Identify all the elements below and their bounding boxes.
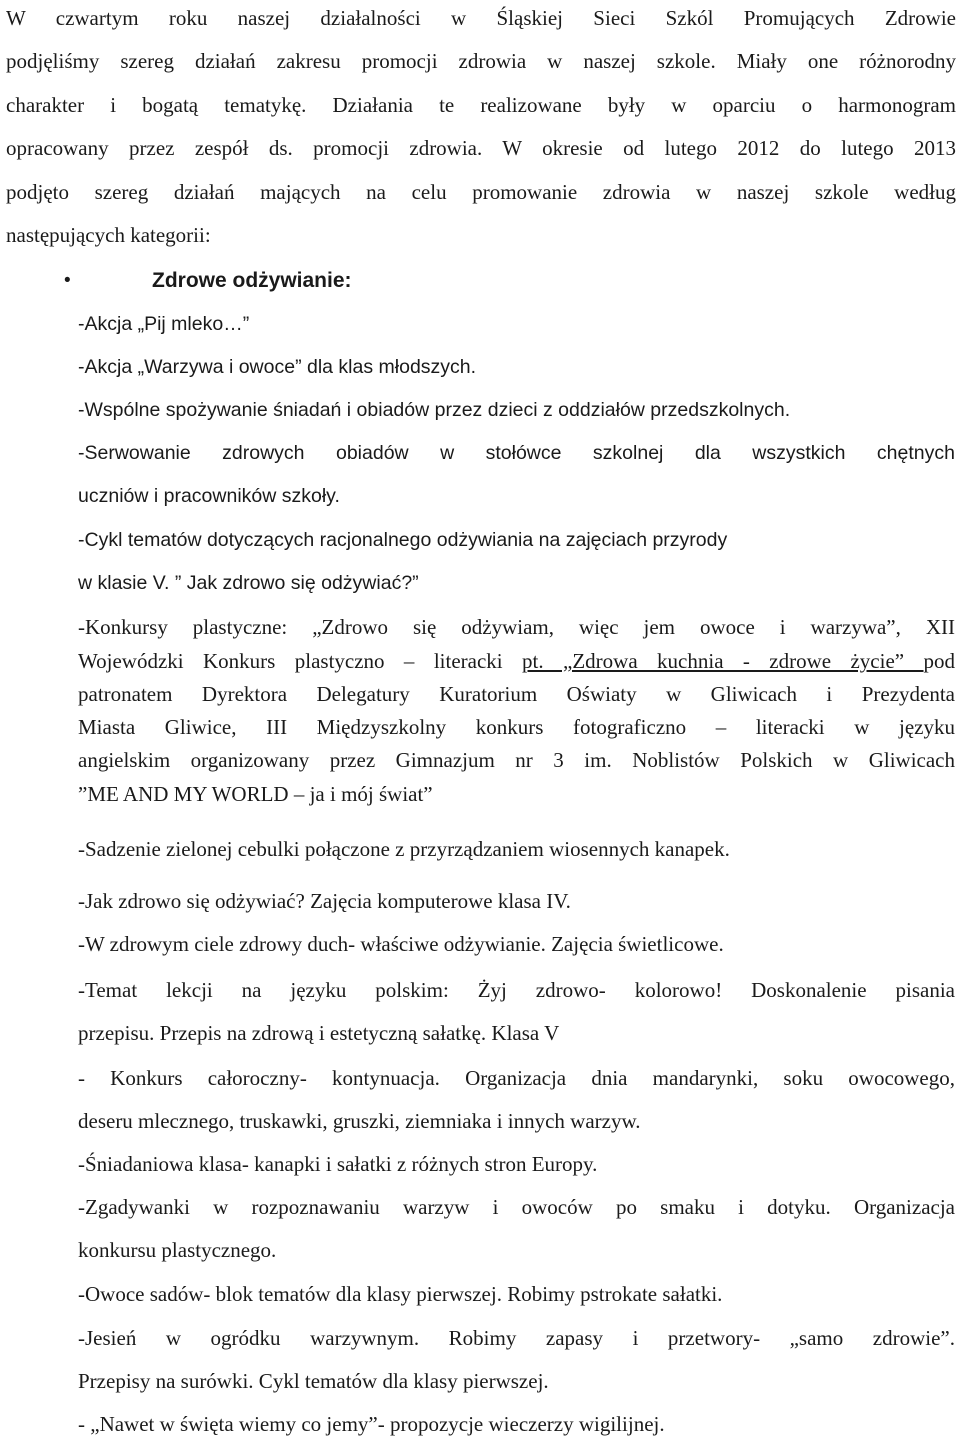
list-item: angielskim organizowany przez Gimnazjum nr 3 im. Noblistów Polskich w Gliwicach — [78, 748, 955, 772]
intro-line: następujących kategorii: — [6, 222, 211, 247]
list-item-text: Wojewódzki Konkurs plastyczno – literacki — [78, 649, 523, 673]
list-item: -Śniadaniowa klasa- kanapki i sałatki z różnych stron Europy. — [78, 1152, 598, 1176]
list-item: -Jesień w ogródku warzywnym. Robimy zapasy i przetwory- „samo zdrowie”. — [78, 1326, 955, 1350]
list-item: przepisu. Przepis na zdrową i estetyczną sałatkę. Klasa V — [78, 1021, 560, 1045]
list-item: -Wspólne spożywanie śniadań i obiadów przez dzieci z oddziałów przedszkolnych. — [78, 399, 791, 421]
contest-title-underlined: pt. „Zdrowa kuchnia - zdrowe życie” — [522, 649, 924, 673]
list-item: -Zgadywanki w rozpoznawaniu warzyw i owoców po smaku i dotyku. Organizacja — [78, 1195, 955, 1219]
bullet-icon: • — [64, 270, 71, 291]
list-item: -Owoce sadów- blok tematów dla klasy pierwszej. Robimy pstrokate sałatki. — [78, 1282, 723, 1306]
list-item: ”ME AND MY WORLD – ja i mój świat” — [78, 782, 433, 806]
intro-line: W czwartym roku naszej działalności w Śląskiej Sieci Szkól Promujących Zdrowie — [6, 6, 956, 30]
list-item-text: pod — [923, 649, 956, 673]
list-item: -Akcja „Warzywa i owoce” dla klas młodszych. — [78, 356, 477, 378]
list-item — [78, 646, 955, 676]
list-item: uczniów i pracowników szkoły. — [78, 485, 340, 507]
list-item: -Cykl tematów dotyczących racjonalnego odżywiania na zajęciach przyrody — [78, 529, 728, 551]
intro-line: podjęto szereg działań mających na celu promowanie zdrowia w naszej szkole według — [6, 179, 956, 204]
list-item: Przepisy na surówki. Cykl tematów dla klasy pierwszej. — [78, 1369, 549, 1393]
list-item: -Jak zdrowo się odżywiać? Zajęcia komputerowe klasa IV. — [78, 889, 571, 913]
list-item: - Konkurs całoroczny- kontynuacja. Organizacja dnia mandarynki, soku owocowego, — [78, 1066, 955, 1090]
list-item: -Serwowanie zdrowych obiadów w stołówce szkolnej dla wszystkich chętnych — [78, 442, 955, 464]
list-item: konkursu plastycznego. — [78, 1238, 277, 1262]
list-item: -Konkursy plastyczne: „Zdrowo się odżywiam, więc jem owoce i warzywa”, XII — [78, 615, 955, 639]
list-item: w klasie V. ” Jak zdrowo się odżywiać?” — [78, 572, 419, 594]
intro-line: podjęliśmy szereg działań zakresu promocji zdrowia w naszej szkole. Miały one różnorodny — [6, 49, 956, 74]
intro-line: opracowany przez zespół ds. promocji zdrowia. W okresie od lutego 2012 do lutego 2013 — [6, 136, 956, 161]
section-heading: Zdrowe odżywianie: — [152, 269, 352, 292]
list-item: - „Nawet w święta wiemy co jemy”- propozycje wieczerzy wigilijnej. — [78, 1412, 665, 1436]
list-item: patronatem Dyrektora Delegatury Kuratorium Oświaty w Gliwicach i Prezydenta — [78, 682, 955, 706]
list-item: -Sadzenie zielonej cebulki połączone z przyrządzaniem wiosennych kanapek. — [78, 837, 730, 861]
list-item: -Akcja „Pij mleko…” — [78, 313, 250, 335]
list-item: Miasta Gliwice, III Międzyszkolny konkurs fotograficzno – literacki w języku — [78, 715, 955, 739]
list-item: -W zdrowym ciele zdrowy duch- właściwe odżywianie. Zajęcia świetlicowe. — [78, 932, 724, 956]
list-item: deseru mlecznego, truskawki, gruszki, ziemniaka i innych warzyw. — [78, 1109, 641, 1133]
list-item: -Temat lekcji na języku polskim: Żyj zdrowo- kolorowo! Doskonalenie pisania — [78, 978, 955, 1002]
intro-line: charakter i bogatą tematykę. Działania te realizowane były w oparciu o harmonogram — [6, 92, 956, 117]
intro-paragraph — [6, 0, 956, 260]
